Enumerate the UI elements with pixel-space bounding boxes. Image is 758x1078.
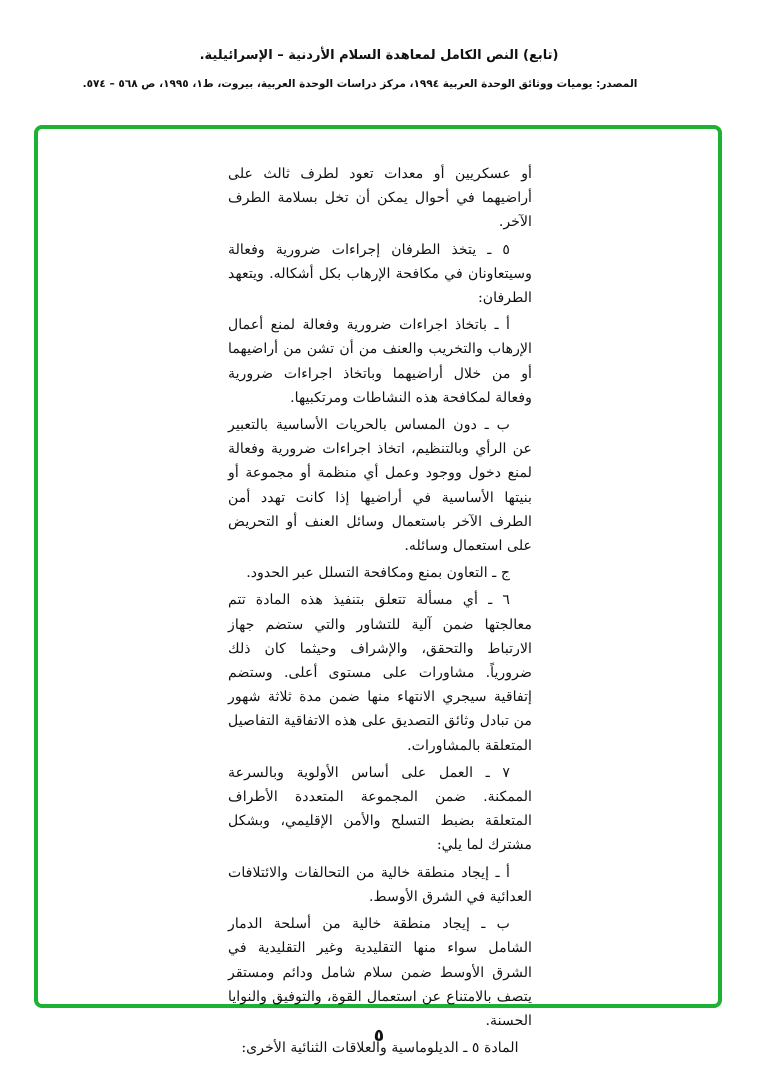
paragraph: أ ـ إيجاد منطقة خالية من التحالفات والائتلافات العدائية في الشرق الأوسط. (228, 864, 532, 905)
paragraph: أ ـ باتخاذ اجراءات ضرورية وفعالة لمنع أعمال الإرهاب والتخريب والعنف من أن تشن من أراضيهما أو من خلال أراضيهما وباتخاذ اجراءات ضرورية وفعالة لمكافحة هذه النشاطات ومرتكبيها. (228, 317, 532, 406)
paragraph: ٦ ـ أي مسألة تتعلق بتنفيذ هذه المادة تتم معالجتها ضمن آلية للتشاور والتي ستضم جهاز الارتباط والتحقق، والإشراف وحيثما كان ذلك ضرورياً. مشاورات على مستوى أعلى. وستضم إتفاقية سيجري الانتهاء منها ضمن مدة ثلاثة شهور من تبادل وثائق التصديق على هذه الاتفاقية التفاصيل المتعلقة بالمشاورات. (228, 592, 532, 754)
paragraph: ب ـ دون المساس بالحريات الأساسية بالتعبير عن الرأي وبالتنظيم، اتخاذ اجراءات ضرورية وفعالة لمنع دخول ووجود وعمل أي منظمة أو مجموعة أو بنيتها الأساسية في أراضيها إذا كانت تهدد أمن الطرف الآخر باستعمال وسائل العنف أو التحريض على استعمال وسائله. (228, 417, 532, 555)
paragraph: ٧ ـ العمل على أساس الأولوية وبالسرعة الممكنة. ضمن المجموعة المتعددة الأطراف المتعلقة بضبط التسلح والأمن الإقليمي، وبشكل مشترك لما يلي: (228, 764, 532, 854)
paragraph: أو عسكريين أو معدات تعود لطرف ثالث على أراضيهما في أحوال يمكن أن تخل بسلامة الطرف الآخر. (228, 166, 532, 231)
page-number: ٥ (373, 1026, 385, 1046)
article-text (228, 162, 532, 1063)
section-heading: المادة ٥ ـ الديلوماسية والعلاقات الثنائية الأخرى: (241, 1040, 519, 1057)
paragraph: ب ـ إيجاد منطقة خالية من أسلحة الدمار الشامل سواء منها التقليدية وغير التقليدية في الشرق الأوسط ضمن سلام شامل ودائم ومستقر يتصف بالامتناع عن استعمال القوة، والتوفيق والنوايا الحسنة. (228, 916, 532, 1029)
paragraph: ج ـ التعاون بمنع ومكافحة التسلل عبر الحدود. (246, 565, 510, 582)
header-title: (تابع) النص الكامل لمعاهدة السلام الأردنية – الإسرائيلية. (199, 48, 559, 63)
paragraph: ٥ ـ يتخذ الطرفان إجراءات ضرورية وفعالة وسيتعاونان في مكافحة الإرهاب بكل أشكاله. ويتعهد الطرفان: (228, 241, 532, 307)
header-source: المصدر: يوميات ووثائق الوحدة العربية ١٩٩٤، مركز دراسات الوحدة العربية، بيروت، ط١، ١٩٩٥، ص ٥٦٨ – ٥٧٤. (82, 78, 638, 90)
